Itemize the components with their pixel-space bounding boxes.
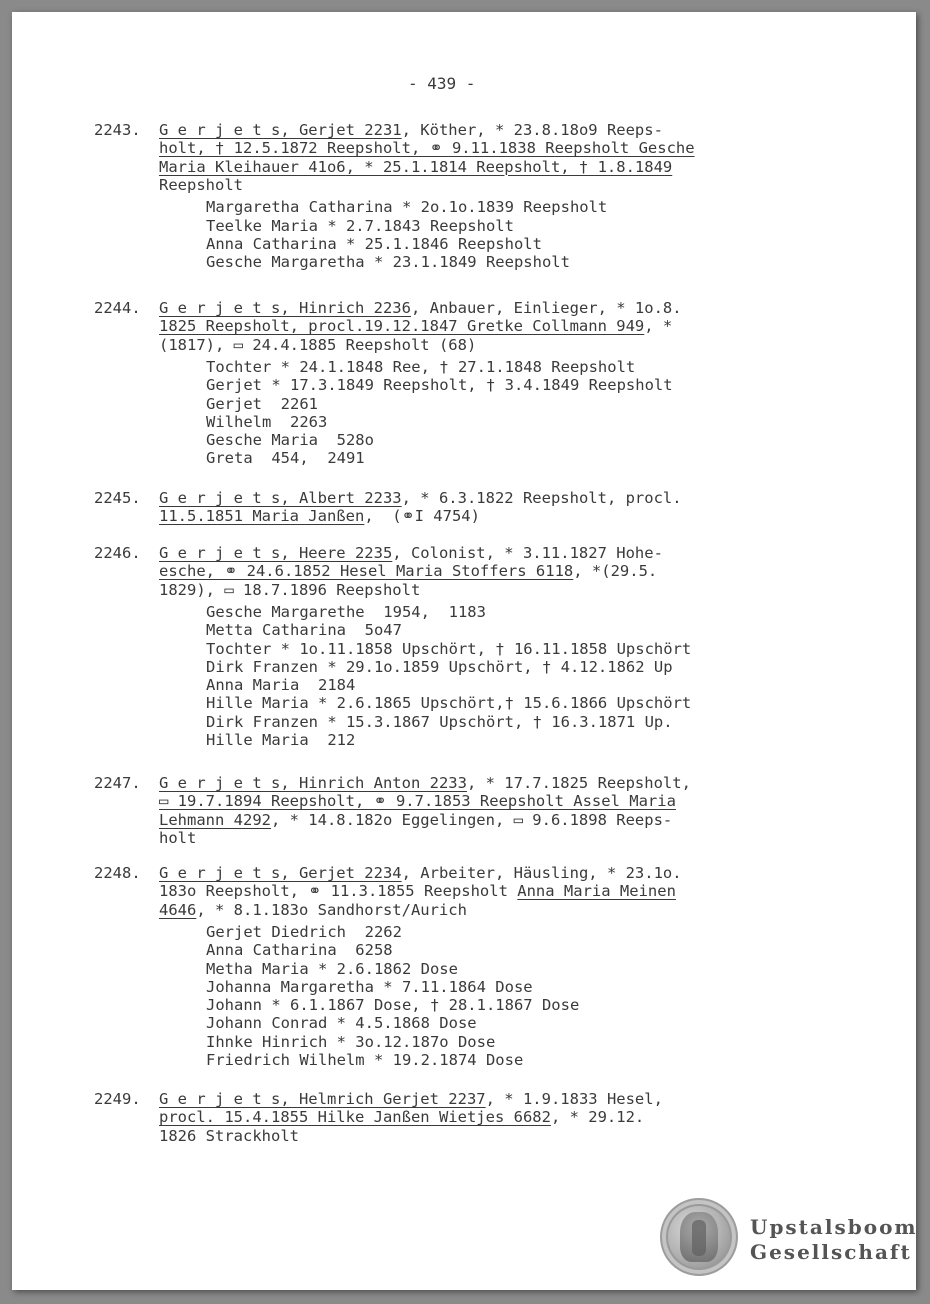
- underlined-text: G e r j e t s, Hinrich Anton 2233: [159, 774, 467, 792]
- child-entry: Gesche Margarethe 1954, 1183: [206, 602, 486, 621]
- watermark-line-2: Gesellschaft: [750, 1240, 912, 1264]
- entry-text: Reepsholt: [159, 175, 243, 194]
- entry-number: 2249.: [94, 1090, 141, 1108]
- entry-line: [159, 317, 672, 335]
- child-entry: Gesche Margaretha * 23.1.1849 Reepsholt: [206, 253, 570, 272]
- entry-line: [159, 774, 691, 792]
- entry-line: [159, 901, 467, 919]
- child-entry: Margaretha Catharina * 2o.1o.1839 Reepsholt: [206, 198, 608, 217]
- entry-line: [159, 1090, 663, 1108]
- child-entry: Anna Catharina 6258: [206, 941, 393, 960]
- entry-line: [159, 544, 663, 562]
- underlined-text: G e r j e t s, Albert 2233: [159, 489, 402, 507]
- entry-line: [159, 299, 682, 317]
- child-entry: Metha Maria * 2.6.1862 Dose: [206, 959, 458, 978]
- entry-text: , * 17.7.1825 Reepsholt,: [466, 774, 691, 792]
- underlined-text: G e r j e t s, Gerjet 2231: [159, 121, 402, 139]
- entry-text: , Anbauer, Einlieger, * 1o.8.: [410, 299, 682, 317]
- entry-text: , * 14.8.182o Eggelingen, ▭ 9.6.1898 Reeps-: [270, 810, 673, 829]
- underlined-text: , * 25.1.1814 Reepsholt, † 1.8.1849: [345, 157, 673, 176]
- entry-line: [159, 139, 695, 157]
- child-entry: Dirk Franzen * 29.1o.1859 Upschört, † 4.12.1862 Up: [206, 657, 673, 676]
- entry-line: [159, 1108, 644, 1126]
- child-entry: Gerjet 2261: [206, 394, 318, 413]
- child-entry: Greta 454, 2491: [206, 449, 365, 468]
- child-entry: Friedrich Wilhelm * 19.2.1874 Dose: [206, 1051, 524, 1069]
- entry-line: [159, 792, 676, 810]
- watermark-line-1: Upstalsboom: [750, 1215, 918, 1239]
- entry-line: [159, 121, 663, 139]
- page-number: - 439 -: [408, 74, 476, 93]
- entry-line: [159, 158, 672, 176]
- society-seal-icon: [660, 1198, 738, 1276]
- child-entry: Gerjet * 17.3.1849 Reepsholt, † 3.4.1849 Reepsholt: [206, 376, 673, 395]
- entry-text: (1817), ▭ 24.4.1885 Reepsholt (68): [159, 335, 477, 354]
- entry-text: , Arbeiter, Häusling, * 23.1o.: [401, 864, 682, 882]
- underlined-text: holt, † 12.5.1872 Reepsholt, ⚭ 9.11.1838 Reepsholt Gesche: [159, 139, 695, 158]
- entry-text: , * 29.12.: [550, 1108, 645, 1127]
- entry-number: 2244.: [94, 299, 141, 317]
- child-entry: Anna Maria 2184: [206, 676, 356, 695]
- entry-text: 1826 Strackholt: [159, 1126, 299, 1145]
- entry-text: , Köther, * 23.8.18o9 Reeps-: [401, 121, 663, 139]
- child-entry: Tochter * 1o.11.1858 Upschört, † 16.11.1858 Upschört: [206, 639, 692, 658]
- entry-text: 183o Reepsholt, ⚭ 11.3.1855 Reepsholt: [159, 882, 518, 901]
- entry-text: , * 8.1.183o Sandhorst/Aurich: [196, 900, 467, 919]
- underlined-text: 4646: [159, 900, 197, 919]
- entry-text: , * 1.9.1833 Hesel,: [485, 1090, 663, 1108]
- entry-line: [159, 581, 420, 599]
- society-watermark: [750, 1215, 918, 1265]
- child-entry: Wilhelm 2263: [206, 412, 328, 431]
- entry-line: [159, 336, 476, 354]
- entry-text: 1829), ▭ 18.7.1896 Reepsholt: [159, 580, 421, 599]
- document-page: [12, 12, 916, 1290]
- underlined-text: Anna Maria Meinen: [517, 882, 676, 901]
- entry-line: [159, 1127, 299, 1145]
- underlined-text: procl. 15.4.1855 Hilke Janßen Wietjes 6682: [159, 1108, 551, 1127]
- child-entry: Ihnke Hinrich * 3o.12.187o Dose: [206, 1032, 496, 1051]
- entry-line: [159, 176, 243, 194]
- underlined-text: Maria Kleihauer 41o6: [159, 157, 346, 176]
- underlined-text: Lehmann 4292: [159, 810, 271, 829]
- child-entry: Dirk Franzen * 15.3.1867 Upschört, † 16.3.1871 Up.: [206, 712, 673, 731]
- underlined-text: esche, ⚭ 24.6.1852 Hesel Maria Stoffers 6118: [159, 562, 574, 581]
- entry-text: , *: [644, 317, 673, 336]
- entry-line: [159, 829, 196, 847]
- entry-number: 2247.: [94, 774, 141, 792]
- entry-line: [159, 882, 676, 900]
- entry-text: , Colonist, * 3.11.1827 Hohe-: [392, 544, 663, 562]
- entry-text: , * 6.3.1822 Reepsholt, procl.: [401, 489, 682, 507]
- child-entry: Teelke Maria * 2.7.1843 Reepsholt: [206, 216, 514, 235]
- entry-line: [159, 562, 657, 580]
- entry-line: [159, 811, 672, 829]
- entry-text: , (⚭I 4754): [364, 507, 480, 526]
- entry-text: holt: [159, 828, 197, 847]
- underlined-text: G e r j e t s, Helmrich Gerjet 2237: [159, 1090, 486, 1108]
- entry-number: 2246.: [94, 544, 141, 562]
- child-entry: Metta Catharina 5o47: [206, 621, 402, 640]
- entry-number: 2243.: [94, 121, 141, 139]
- underlined-text: 1825 Reepsholt, procl.19.12.1847 Gretke Collmann 949: [159, 317, 645, 336]
- child-entry: Johanna Margaretha * 7.11.1864 Dose: [206, 977, 533, 996]
- entry-line: [159, 489, 682, 507]
- underlined-text: ▭ 19.7.1894 Reepsholt, ⚭ 9.7.1853 Reepsholt Assel Maria: [159, 792, 676, 811]
- entry-line: [159, 864, 682, 882]
- genealogy-text: [12, 12, 916, 1290]
- entry-number: 2248.: [94, 864, 141, 882]
- child-entry: Gerjet Diedrich 2262: [206, 922, 402, 941]
- child-entry: Anna Catharina * 25.1.1846 Reepsholt: [206, 234, 542, 253]
- entry-number: 2245.: [94, 489, 141, 507]
- child-entry: Hille Maria 212: [206, 731, 356, 749]
- child-entry: Gesche Maria 528o: [206, 431, 374, 450]
- child-entry: Hille Maria * 2.6.1865 Upschört,† 15.6.1866 Upschört: [206, 694, 692, 713]
- underlined-text: G e r j e t s, Hinrich 2236: [159, 299, 411, 317]
- entry-line: [159, 507, 480, 525]
- underlined-text: G e r j e t s, Gerjet 2234: [159, 864, 402, 882]
- underlined-text: G e r j e t s, Heere 2235: [159, 544, 393, 562]
- child-entry: Johann Conrad * 4.5.1868 Dose: [206, 1014, 477, 1033]
- child-entry: Johann * 6.1.1867 Dose, † 28.1.1867 Dose: [206, 996, 580, 1015]
- underlined-text: 11.5.1851 Maria Janßen: [159, 507, 365, 526]
- entry-text: , *(29.5.: [573, 562, 658, 581]
- child-entry: Tochter * 24.1.1848 Ree, † 27.1.1848 Reepsholt: [206, 357, 636, 376]
